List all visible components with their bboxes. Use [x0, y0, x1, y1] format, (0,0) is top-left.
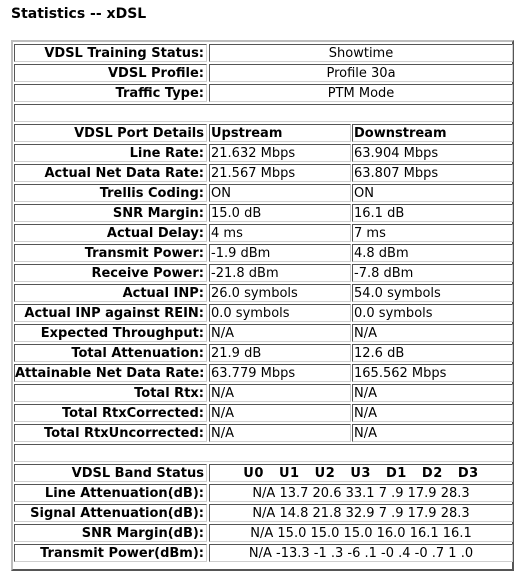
- upstream-header: Upstream: [209, 124, 351, 142]
- row-label: Transmit Power(dBm):: [14, 544, 207, 562]
- row-label: Total Attenuation:: [14, 344, 207, 362]
- row-label: Signal Attenuation(dB):: [14, 504, 207, 522]
- blank-cell: [14, 104, 513, 122]
- blank-cell: [14, 444, 513, 462]
- downstream-header: Downstream: [352, 124, 513, 142]
- downstream-value: 54.0 symbols: [352, 284, 513, 302]
- band-values: N/A 15.0 15.0 15.0 16.0 16.1 16.1: [209, 524, 513, 542]
- row-label: Receive Power:: [14, 264, 207, 282]
- traffic-type-label: Traffic Type:: [14, 84, 207, 102]
- upstream-value: 21.9 dB: [209, 344, 351, 362]
- row-label: Trellis Coding:: [14, 184, 207, 202]
- downstream-value: N/A: [352, 404, 513, 422]
- row-label: Attainable Net Data Rate:: [14, 364, 207, 382]
- downstream-value: 63.807 Mbps: [352, 164, 513, 182]
- row-label: SNR Margin(dB):: [14, 524, 207, 542]
- upstream-value: N/A: [209, 324, 351, 342]
- upstream-value: -21.8 dBm: [209, 264, 351, 282]
- page-title: Statistics -- xDSL: [11, 6, 147, 22]
- downstream-value: 4.8 dBm: [352, 244, 513, 262]
- upstream-value: 26.0 symbols: [209, 284, 351, 302]
- row-label: Total RtxCorrected:: [14, 404, 207, 422]
- band-columns-header: U0 U1 U2 U3 D1 D2 D3: [209, 464, 513, 482]
- upstream-value: N/A: [209, 424, 351, 442]
- upstream-value: -1.9 dBm: [209, 244, 351, 262]
- traffic-type-value: PTM Mode: [209, 84, 513, 102]
- upstream-value: N/A: [209, 384, 351, 402]
- downstream-value: 16.1 dB: [352, 204, 513, 222]
- vdsl-profile-label: VDSL Profile:: [14, 64, 207, 82]
- upstream-value: 4 ms: [209, 224, 351, 242]
- downstream-value: N/A: [352, 384, 513, 402]
- xdsl-stats-table: [11, 40, 514, 571]
- downstream-value: 12.6 dB: [352, 344, 513, 362]
- upstream-value: 21.632 Mbps: [209, 144, 351, 162]
- port-details-header: VDSL Port Details: [14, 124, 207, 142]
- vdsl-profile-value: Profile 30a: [209, 64, 513, 82]
- downstream-value: 63.904 Mbps: [352, 144, 513, 162]
- downstream-value: -7.8 dBm: [352, 264, 513, 282]
- band-values: N/A 14.8 21.8 32.9 7 .9 17.9 28.3: [209, 504, 513, 522]
- band-values: N/A -13.3 -1 .3 -6 .1 -0 .4 -0 .7 1 .0: [209, 544, 513, 562]
- row-label: Line Rate:: [14, 144, 207, 162]
- row-label: Line Attenuation(dB):: [14, 484, 207, 502]
- upstream-value: ON: [209, 184, 351, 202]
- downstream-value: N/A: [352, 324, 513, 342]
- downstream-value: ON: [352, 184, 513, 202]
- training-status-value: Showtime: [209, 44, 513, 62]
- upstream-value: 63.779 Mbps: [209, 364, 351, 382]
- row-label: Actual Net Data Rate:: [14, 164, 207, 182]
- training-status-label: VDSL Training Status:: [14, 44, 207, 62]
- row-label: Expected Throughput:: [14, 324, 207, 342]
- downstream-value: N/A: [352, 424, 513, 442]
- downstream-value: 7 ms: [352, 224, 513, 242]
- row-label: Total Rtx:: [14, 384, 207, 402]
- row-label: Actual INP against REIN:: [14, 304, 207, 322]
- row-label: SNR Margin:: [14, 204, 207, 222]
- upstream-value: 15.0 dB: [209, 204, 351, 222]
- row-label: Actual Delay:: [14, 224, 207, 242]
- upstream-value: N/A: [209, 404, 351, 422]
- downstream-value: 0.0 symbols: [352, 304, 513, 322]
- row-label: Total RtxUncorrected:: [14, 424, 207, 442]
- downstream-value: 165.562 Mbps: [352, 364, 513, 382]
- row-label: Transmit Power:: [14, 244, 207, 262]
- band-status-header: VDSL Band Status: [14, 464, 207, 482]
- band-values: N/A 13.7 20.6 33.1 7 .9 17.9 28.3: [209, 484, 513, 502]
- row-label: Actual INP:: [14, 284, 207, 302]
- upstream-value: 0.0 symbols: [209, 304, 351, 322]
- upstream-value: 21.567 Mbps: [209, 164, 351, 182]
